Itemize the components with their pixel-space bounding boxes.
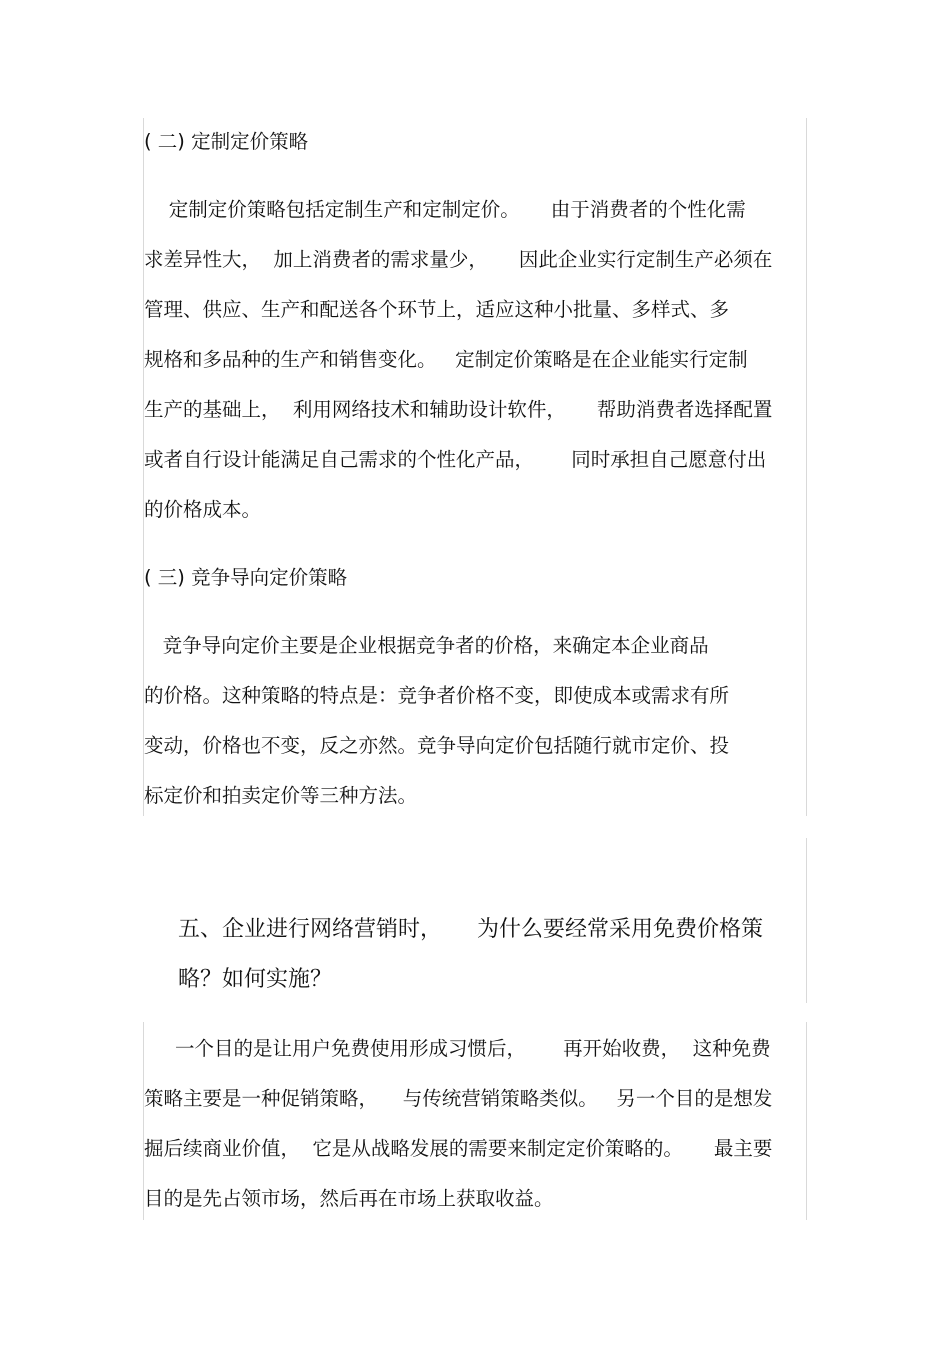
paragraph-line: 一个目的是让用户免费使用形成习惯后， 再开始收费， 这种免费 xyxy=(144,1037,771,1060)
paragraph-line: 竞争导向定价主要是企业根据竞争者的价格，来确定本企业商品 xyxy=(144,634,709,657)
paragraph-line: 策略主要是一种促销策略， 与传统营销策略类似。 另一个目的是想发 xyxy=(144,1087,773,1110)
right-border-line-3 xyxy=(806,1022,807,1220)
paragraph-line: 的价格。这种策略的特点是：竞争者价格不变，即使成本或需求有所 xyxy=(144,684,730,707)
paragraph-line: 掘后续商业价值， 它是从战略发展的需要来制定定价策略的。 最主要 xyxy=(144,1137,773,1160)
paragraph-line: 管理、供应、生产和配送各个环节上，适应这种小批量、多样式、多 xyxy=(144,298,730,321)
paragraph-line: 标定价和拍卖定价等三种方法。 xyxy=(144,784,418,807)
right-border-line xyxy=(806,118,807,816)
section-heading-2: ( 二) 定制定价策略 xyxy=(144,130,309,153)
paragraph-line: 规格和多品种的生产和销售变化。 定制定价策略是在企业能实行定制 xyxy=(144,348,748,371)
question-heading: 略？如何实施？ xyxy=(178,967,333,992)
paragraph-line: 目的是先占领市场，然后再在市场上获取收益。 xyxy=(144,1187,554,1210)
paragraph-line: 求差异性大， 加上消费者的需求量少， 因此企业实行定制生产必须在 xyxy=(144,248,773,271)
right-border-line-2 xyxy=(806,838,807,1003)
paragraph-line: 变动，价格也不变，反之亦然。竞争导向定价包括随行就市定价、投 xyxy=(144,734,730,757)
paragraph-line: 或者自行设计能满足自己需求的个性化产品， 同时承担自己愿意付出 xyxy=(144,448,767,471)
section-heading-3: ( 三) 竞争导向定价策略 xyxy=(144,566,348,589)
paragraph-line: 定制定价策略包括定制生产和定制定价。 由于消费者的个性化需 xyxy=(144,198,746,221)
paragraph-line: 的价格成本。 xyxy=(144,498,262,521)
paragraph-line: 生产的基础上， 利用网络技术和辅助设计软件， 帮助消费者选择配置 xyxy=(144,398,773,421)
question-heading: 五、企业进行网络营销时， 为什么要经常采用免费价格策 xyxy=(178,917,763,942)
